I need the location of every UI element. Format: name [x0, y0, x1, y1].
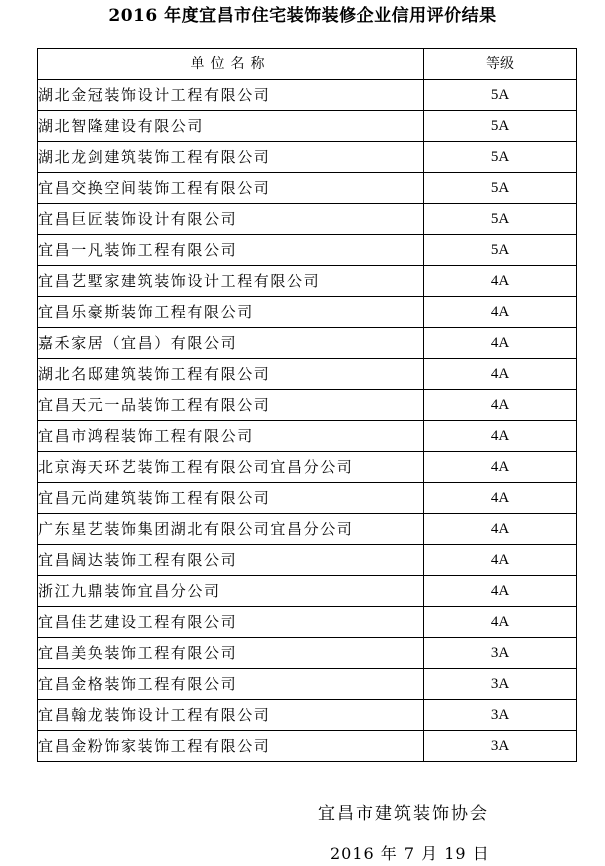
grade-cell: 5A — [424, 204, 577, 235]
column-header-company-name: 单位名称 — [38, 49, 424, 80]
company-name-cell: 宜昌天元一品装饰工程有限公司 — [38, 390, 424, 421]
company-name-cell: 湖北名邸建筑装饰工程有限公司 — [38, 359, 424, 390]
table-row — [38, 266, 577, 297]
company-name-cell: 宜昌市鸿程装饰工程有限公司 — [38, 421, 424, 452]
grade-cell: 3A — [424, 731, 577, 762]
table-row — [38, 700, 577, 731]
table-row — [38, 576, 577, 607]
grade-cell: 4A — [424, 297, 577, 328]
table-row — [38, 514, 577, 545]
grade-cell: 4A — [424, 452, 577, 483]
grade-cell: 4A — [424, 421, 577, 452]
grade-cell: 4A — [424, 607, 577, 638]
table-row — [38, 607, 577, 638]
grade-cell: 4A — [424, 483, 577, 514]
table-row — [38, 235, 577, 266]
company-name-cell: 宜昌元尚建筑装饰工程有限公司 — [38, 483, 424, 514]
company-name-cell: 宜昌金粉饰家装饰工程有限公司 — [38, 731, 424, 762]
grade-cell: 5A — [424, 80, 577, 111]
grade-cell: 5A — [424, 173, 577, 204]
table-row — [38, 421, 577, 452]
table-row — [38, 142, 577, 173]
grade-cell: 3A — [424, 700, 577, 731]
table-row — [38, 669, 577, 700]
table-row — [38, 731, 577, 762]
company-name-cell: 宜昌巨匠装饰设计有限公司 — [38, 204, 424, 235]
company-name-cell: 宜昌阔达装饰工程有限公司 — [38, 545, 424, 576]
table-row — [38, 483, 577, 514]
column-header-grade: 等级 — [424, 49, 577, 80]
table-row — [38, 452, 577, 483]
company-name-cell: 宜昌艺墅家建筑装饰设计工程有限公司 — [38, 266, 424, 297]
table-row — [38, 173, 577, 204]
grade-cell: 4A — [424, 328, 577, 359]
table-row — [38, 111, 577, 142]
company-name-cell: 宜昌翰龙装饰设计工程有限公司 — [38, 700, 424, 731]
grade-cell: 4A — [424, 514, 577, 545]
grade-cell: 5A — [424, 142, 577, 173]
grade-cell: 4A — [424, 576, 577, 607]
table-row — [38, 638, 577, 669]
grade-cell: 4A — [424, 359, 577, 390]
table-body — [38, 80, 577, 762]
company-name-cell: 宜昌美奂装饰工程有限公司 — [38, 638, 424, 669]
issue-date: 2016 年 7 月 19 日 — [330, 844, 490, 863]
table-row — [38, 297, 577, 328]
table-row — [38, 204, 577, 235]
table-row — [38, 359, 577, 390]
grade-cell: 4A — [424, 390, 577, 421]
company-name-cell: 湖北龙剑建筑装饰工程有限公司 — [38, 142, 424, 173]
company-name-cell: 宜昌金格装饰工程有限公司 — [38, 669, 424, 700]
issuing-organization: 宜昌市建筑装饰协会 — [318, 804, 489, 824]
grade-cell: 3A — [424, 638, 577, 669]
grade-cell: 5A — [424, 235, 577, 266]
company-name-cell: 宜昌乐豪斯装饰工程有限公司 — [38, 297, 424, 328]
grade-cell: 4A — [424, 266, 577, 297]
company-name-cell: 浙江九鼎装饰宜昌分公司 — [38, 576, 424, 607]
company-name-cell: 广东星艺装饰集团湖北有限公司宜昌分公司 — [38, 514, 424, 545]
table-row — [38, 390, 577, 421]
table-row — [38, 545, 577, 576]
document-title: 2016 年度宜昌市住宅装饰装修企业信用评价结果 — [108, 6, 497, 26]
table-header-row — [38, 49, 577, 80]
grade-cell: 5A — [424, 111, 577, 142]
company-name-cell: 宜昌交换空间装饰工程有限公司 — [38, 173, 424, 204]
company-name-cell: 嘉禾家居（宜昌）有限公司 — [38, 328, 424, 359]
table-row — [38, 328, 577, 359]
grade-cell: 4A — [424, 545, 577, 576]
table-row — [38, 80, 577, 111]
company-name-cell: 宜昌一凡装饰工程有限公司 — [38, 235, 424, 266]
company-name-cell: 宜昌佳艺建设工程有限公司 — [38, 607, 424, 638]
credit-rating-table — [37, 48, 577, 762]
company-name-cell: 湖北智隆建设有限公司 — [38, 111, 424, 142]
company-name-cell: 北京海天环艺装饰工程有限公司宜昌分公司 — [38, 452, 424, 483]
company-name-cell: 湖北金冠装饰设计工程有限公司 — [38, 80, 424, 111]
grade-cell: 3A — [424, 669, 577, 700]
